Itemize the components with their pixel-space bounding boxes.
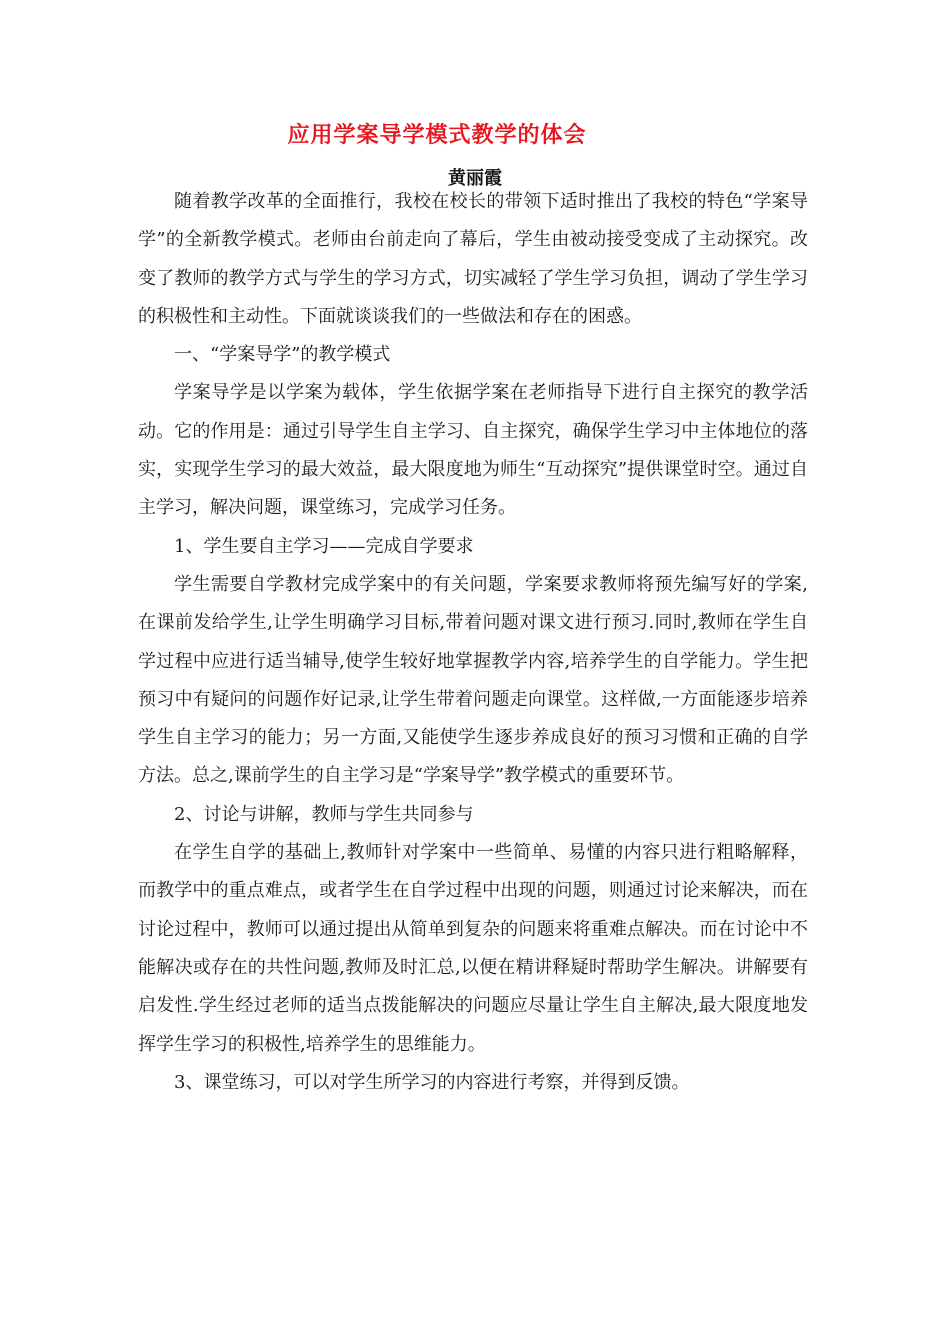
heading-item-3: 3、课堂练习，可以对学生所学习的内容进行考察，并得到反馈。 <box>174 1071 690 1093</box>
paragraph-section-1: 学案导学是以学案为载体，学生依据学案在老师指导下进行自主探究的教学活动。它的作用是：通过引导学生自主学习、自主探究，确保学生学习中主体地位的落实，实现学生学习的最大效益，最大限度地为师生“互动探究”提供课堂时空。通过自主学习，解决问题，课堂练习，完成学习任务。 <box>138 382 808 519</box>
paragraph-item-1: 学生需要自学教材完成学案中的有关问题，学案要求教师将预先编写好的学案,在课前发给学生,让学生明确学习目标,带着问题对课文进行预习.同时,教师在学生自学过程中应进行适当辅导,使学生较好地掌握教学内容,培养学生的自学能力。学生把预习中有疑问的问题作好记录,让学生带着问题走向课堂。这样做,一方面能逐步培养学生自主学习的能力；另一方面,又能使学生逐步养成良好的预习习惯和正确的自学方法。总之,课前学生的自主学习是“学案导学”教学模式的重要环节。 <box>138 573 808 787</box>
paragraph-intro: 随着教学改革的全面推行，我校在校长的带领下适时推出了我校的特色“学案导学”的全新教学模式。老师由台前走向了幕后，学生由被动接受变成了主动探究。改变了教师的教学方式与学生的学习方式，切实减轻了学生学习负担，调动了学生学习的积极性和主动性。下面就谈谈我们的一些做法和存在的困惑。 <box>138 191 808 327</box>
heading-section-1: 一、“学案导学”的教学模式 <box>174 344 391 366</box>
paragraph-item-2: 在学生自学的基础上,教师针对学案中一些简单、易懂的内容只进行粗略解释，而教学中的重点难点，或者学生在自学过程中出现的问题，则通过讨论来解决，而在讨论过程中，教师可以通过提出从简单到复杂的问题来将重难点解决。而在讨论中不能解决或存在的共性问题,教师及时汇总,以便在精讲释疑时帮助学生解决。讲解要有启发性.学生经过老师的适当点拨能解决的问题应尽量让学生自主解决,最大限度地发挥学生学习的积极性,培养学生的思维能力。 <box>138 842 808 1055</box>
document-title: 应用学案导学模式教学的体会 <box>287 123 587 148</box>
document-author: 黄丽霞 <box>448 168 502 189</box>
document-body <box>138 183 808 1102</box>
heading-item-2: 2、讨论与讲解，教师与学生共同参与 <box>174 803 474 825</box>
heading-item-1: 1、学生要自主学习——完成自学要求 <box>174 535 474 557</box>
